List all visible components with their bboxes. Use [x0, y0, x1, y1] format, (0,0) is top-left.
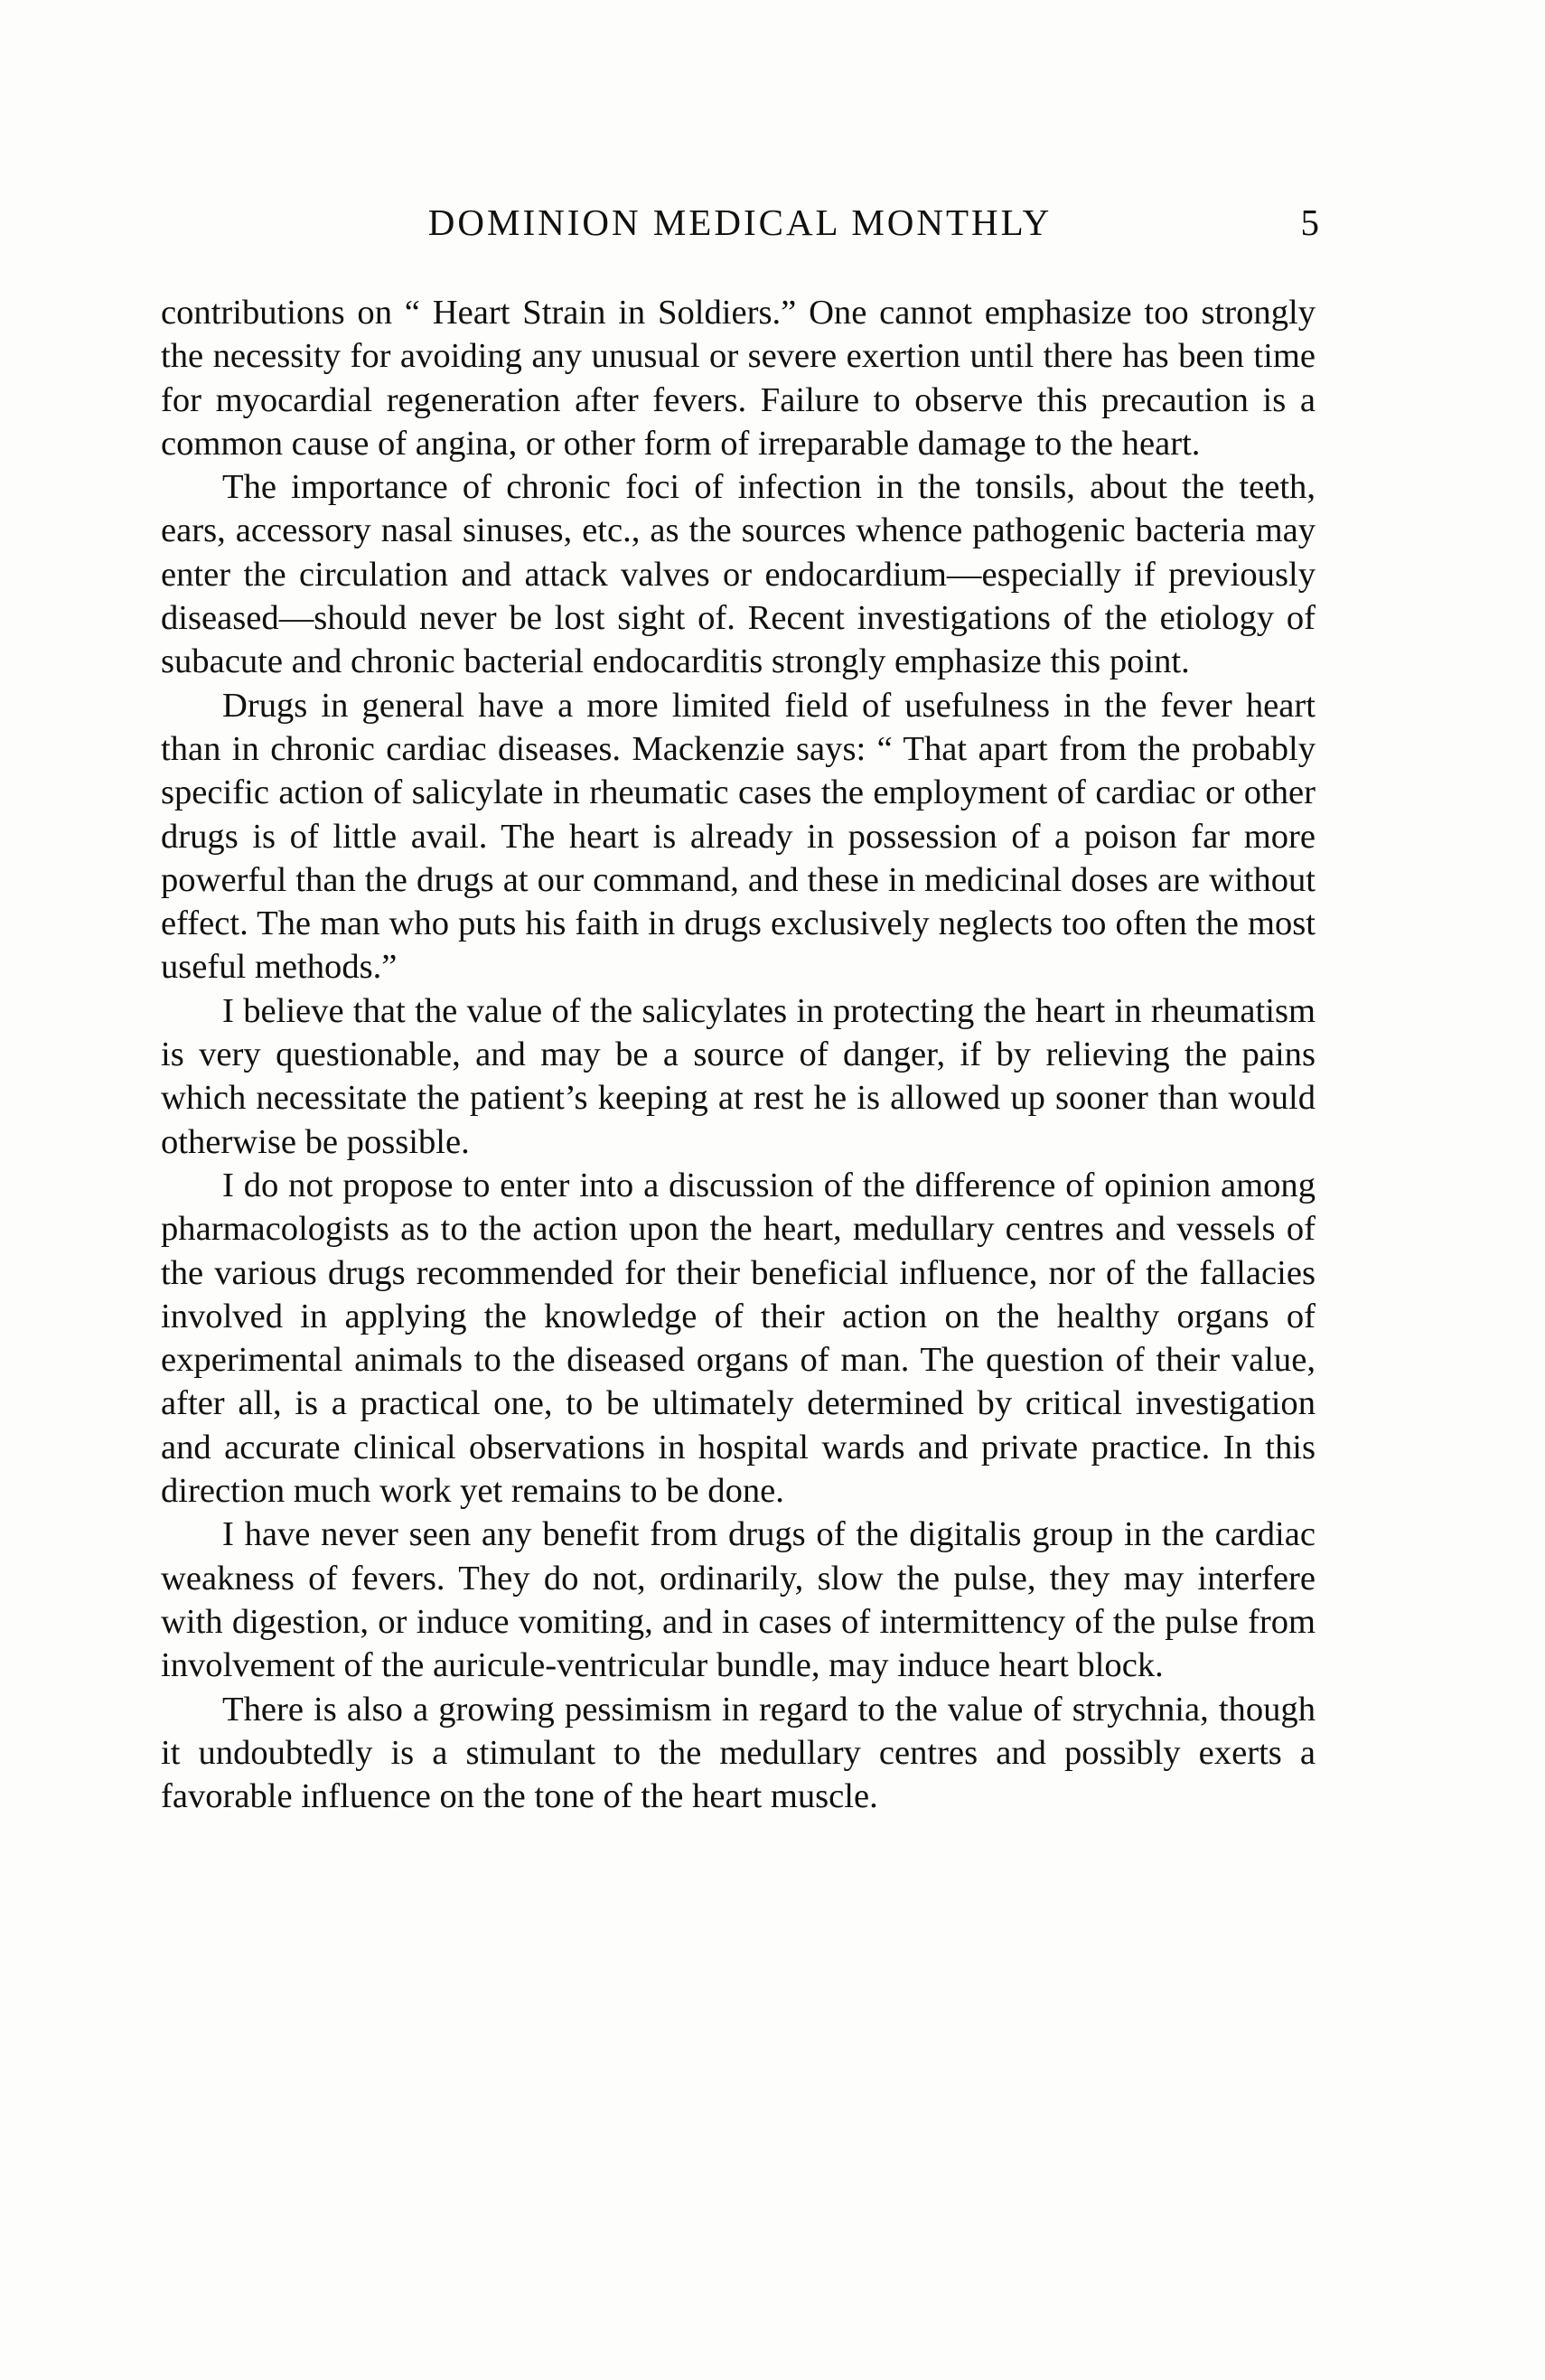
paragraph: The importance of chronic foci of infection in the tonsils, about the teeth, ears, accessory nasal sinuses, etc., as the sources whence pathogenic bacteria may enter the circulation and attack valves or endocardium—especially if previously diseased—should never be lost sight of. Recent investigations of the etiology of subacute and chronic bacterial endocarditis strongly emphasize this point. [161, 468, 1316, 681]
paragraph: I have never seen any benefit from drugs of the digitalis group in the cardiac weakness of fevers. They do not, ordinarily, slow the pulse, they may interfere with digestion, or induce vomiting, and in cases of intermittency of the pulse from involvement of the auricule-ventricular bundle, may induce heart block. [161, 1515, 1316, 1685]
paragraph: Drugs in general have a more limited field of usefulness in the fever heart than in chronic cardiac diseases. Mackenzie says: “ That apart from the probably specific action of salicylate in rheumatic cases the employment of cardiac or other drugs is of little avail. The heart is already in possession of a poison far more powerful than the drugs at our command, and these in medicinal doses are without effect. The man who puts his faith in drugs exclusively neglects too often the most useful methods.” [161, 686, 1316, 987]
running-header [161, 201, 1319, 255]
paragraph: I believe that the value of the salicylates in protecting the heart in rheumatism is very questionable, and may be a source of danger, if by relieving the pains which necessitate the patient’s keeping at rest he is allowed up sooner than would otherwise be possible. [161, 991, 1316, 1161]
paragraph: I do not propose to enter into a discussion of the difference of opinion among pharmacologists as to the action upon the heart, medullary centres and vessels of the various drugs recommended for their beneficial influence, nor of the fallacies involved in applying the knowledge of their action on the healthy organs of experimental animals to the diseased organs of man. The question of their value, after all, is a practical one, to be ultimately determined by critical investigation and accurate clinical observations in hospital wards and private practice. In this direction much work yet remains to be done. [161, 1166, 1316, 1511]
journal-title: DOMINION MEDICAL MONTHLY [427, 201, 1053, 243]
body-text [161, 291, 1316, 1818]
page-number: 5 [1300, 201, 1319, 243]
paragraph: There is also a growing pessimism in regard to the value of strychnia, though it undoubtedly is a stimulant to the medullary centres and possibly exerts a favorable influence on the tone of the heart muscle. [161, 1690, 1316, 1816]
paragraph: contributions on “ Heart Strain in Soldiers.” One cannot emphasize too strongly the necessity for avoiding any unusual or severe exertion until there has been time for myocardial regeneration after fevers. Failure to observe this precaution is a common cause of angina, or other form of irreparable damage to the heart. [161, 294, 1316, 463]
